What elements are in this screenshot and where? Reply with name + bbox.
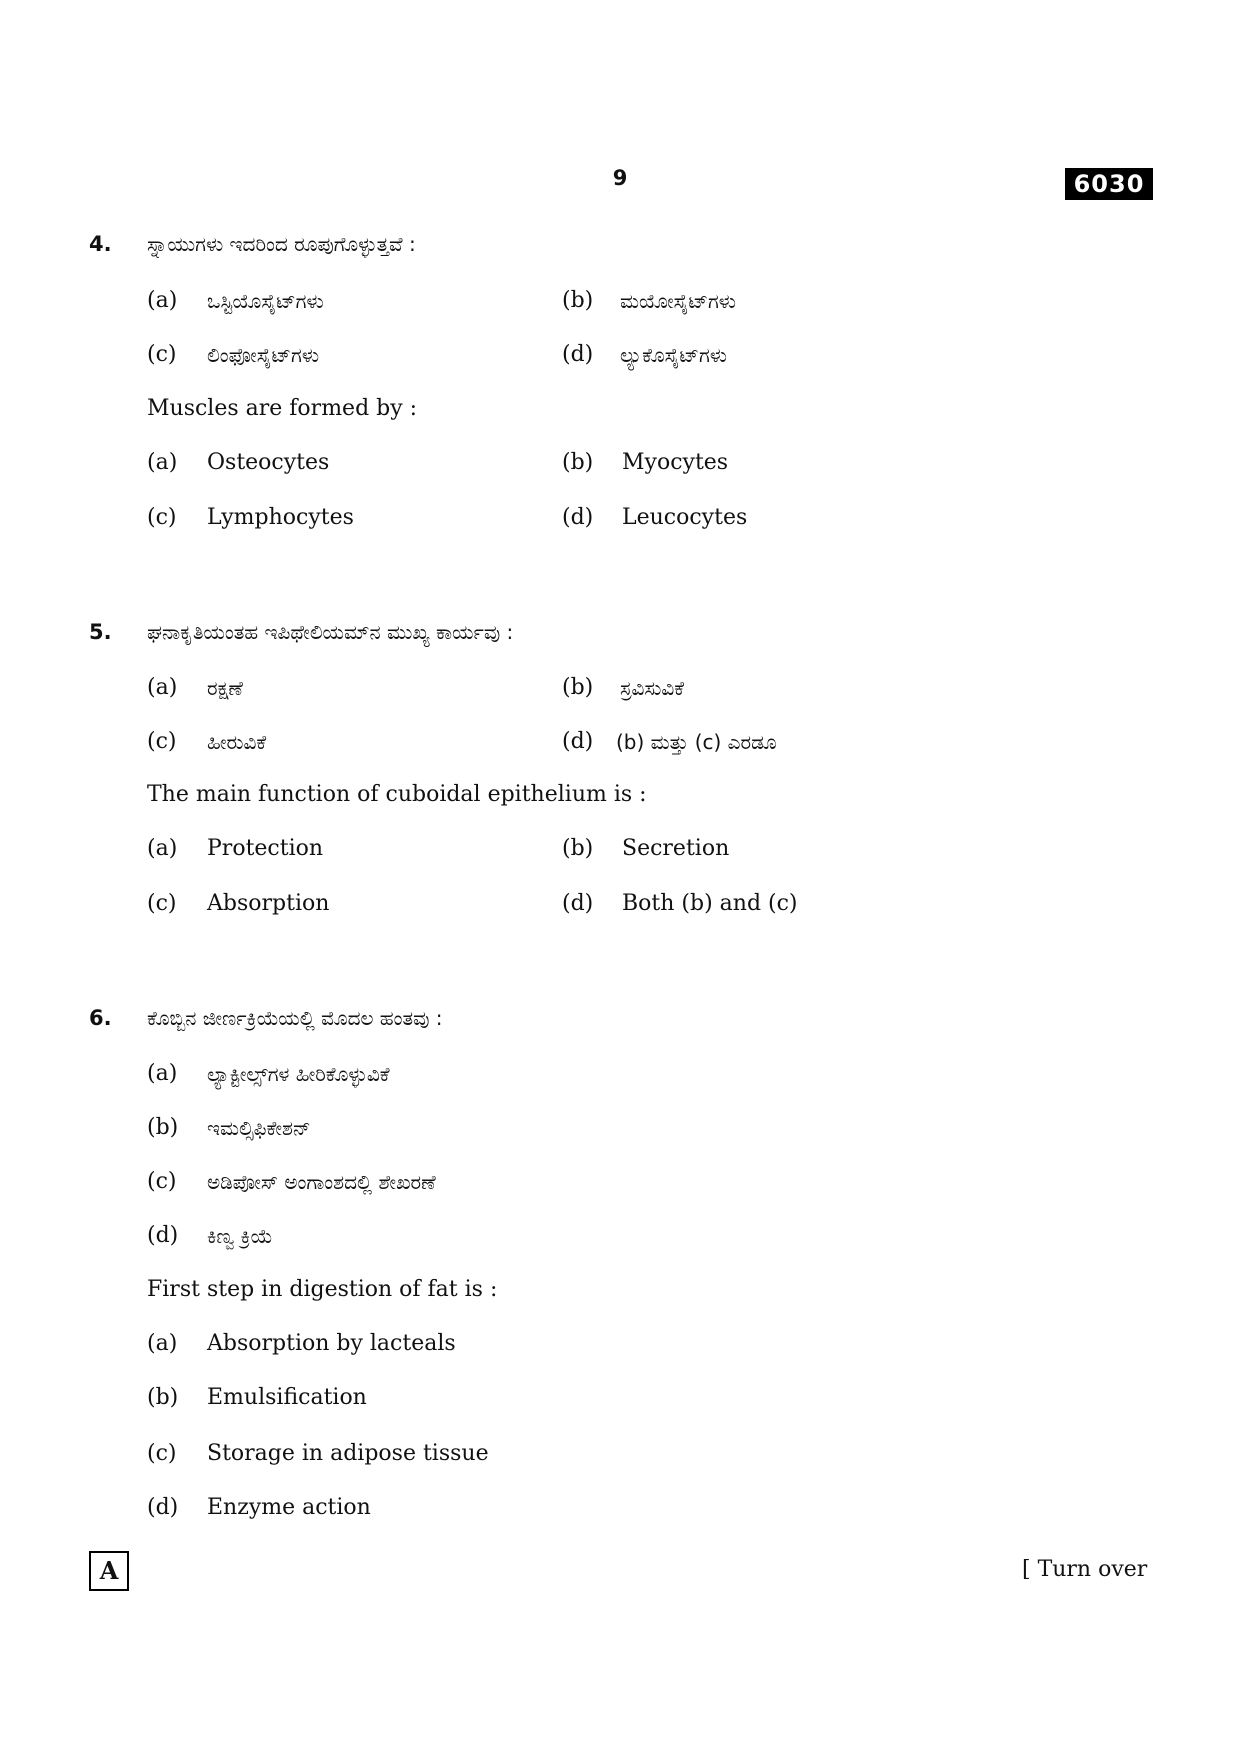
question-stem-english: First step in digestion of fat is : [147, 1277, 498, 1302]
option-text-kannada: ರಕ್ಷಣೆ [207, 676, 243, 700]
option-label: (c) [147, 1441, 177, 1466]
option-label: (d) [562, 891, 594, 916]
option-label: (c) [147, 891, 177, 916]
turn-over-note: [ Turn over [1022, 1557, 1148, 1582]
option-label: (b) [562, 288, 594, 313]
option-label: (b) [562, 450, 594, 475]
option-text-kannada: ಹೀರುವಿಕೆ [207, 730, 267, 754]
paper-code-badge: 6030 [1065, 168, 1153, 200]
option-text-kannada: ಲ್ಯುಕೊಸೈಟ್‌ಗಳು [620, 343, 728, 367]
option-label: (b) [562, 836, 594, 861]
question-number: 6. [89, 1006, 112, 1030]
option-label: (d) [562, 729, 594, 754]
option-label: (a) [147, 450, 178, 475]
option-label: (a) [147, 1061, 178, 1086]
option-label: (b) [147, 1115, 179, 1140]
option-text-english: Secretion [622, 836, 730, 861]
option-text-kannada: ಲ್ಯಾಕ್ಟೀಲ್ಸ್‌ಗಳ ಹೀರಿಕೊಳ್ಳುವಿಕೆ [207, 1062, 390, 1086]
option-text-kannada: ಕಿಣ್ವ ಕ್ರಿಯೆ [207, 1224, 273, 1248]
option-label: (c) [147, 342, 177, 367]
option-text-kannada: ಅಡಿಪೋಸ್ ಅಂಗಾಂಶದಲ್ಲಿ ಶೇಖರಣೆ [207, 1170, 436, 1194]
option-text-kannada: ಒಸ್ಟಿಯೊಸೈಟ್‌ಗಳು [207, 289, 324, 313]
option-label: (b) [562, 675, 594, 700]
option-label: (a) [147, 836, 178, 861]
question-stem-kannada: ಸ್ನಾಯುಗಳು ಇದರಿಂದ ರೂಪುಗೊಳ್ಳುತ್ತವೆ : [147, 232, 416, 256]
option-label: (d) [147, 1495, 179, 1520]
option-text-english: Enzyme action [207, 1495, 371, 1520]
option-label: (c) [147, 505, 177, 530]
option-text-english: Absorption [207, 891, 330, 916]
option-label: (a) [147, 1331, 178, 1356]
option-label: (c) [147, 729, 177, 754]
option-text-kannada: ಲಿಂಫೋಸೈಟ್‌ಗಳು [207, 343, 320, 367]
option-label: (a) [147, 288, 178, 313]
option-text-kannada: ಮಯೋಸೈಟ್‌ಗಳು [620, 289, 736, 313]
option-text-english: Both (b) and (c) [622, 891, 798, 916]
option-text-english: Protection [207, 836, 324, 861]
option-label: (d) [147, 1223, 179, 1248]
option-label: (c) [147, 1169, 177, 1194]
option-text-kannada: ಇಮಲ್ಸಿಫಿಕೇಶನ್ [207, 1116, 311, 1140]
option-text-kannada: ಸ್ರವಿಸುವಿಕೆ [620, 676, 685, 700]
option-text-english: Lymphocytes [207, 505, 354, 530]
question-stem-english: The main function of cuboidal epithelium is : [147, 782, 647, 807]
option-text-english: Osteocytes [207, 450, 330, 475]
page-number: 9 [612, 166, 628, 190]
option-text-english: Leucocytes [622, 505, 748, 530]
question-stem-kannada: ಕೊಬ್ಬಿನ ಜೀರ್ಣಕ್ರಿಯೆಯಲ್ಲಿ ಮೊದಲ ಹಂತವು : [147, 1006, 443, 1030]
option-label: (d) [562, 505, 594, 530]
option-label: (d) [562, 342, 594, 367]
option-text-english: Emulsification [207, 1385, 367, 1410]
series-box: A [89, 1551, 129, 1591]
question-stem-kannada: ಘನಾಕೃತಿಯಂತಹ ಇಪಿಥೇಲಿಯಮ್‌ನ ಮುಖ್ಯ ಕಾರ್ಯವು : [147, 620, 514, 644]
question-number: 5. [89, 620, 112, 644]
option-label: (a) [147, 675, 178, 700]
option-text-english: Storage in adipose tissue [207, 1441, 489, 1466]
option-text-english: Absorption by lacteals [207, 1331, 456, 1356]
option-label: (b) [147, 1385, 179, 1410]
question-stem-english: Muscles are formed by : [147, 396, 418, 421]
option-text-english: Myocytes [622, 450, 729, 475]
question-number: 4. [89, 232, 112, 256]
option-text-kannada: (b) ಮತ್ತು (c) ಎರಡೂ [616, 730, 777, 754]
